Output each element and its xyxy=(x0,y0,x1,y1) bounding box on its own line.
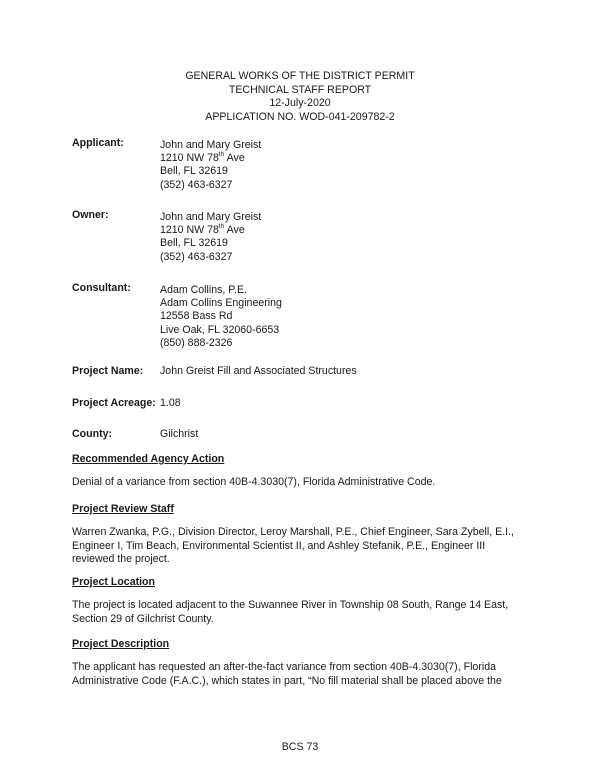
owner-city: Bell, FL 32619 xyxy=(160,237,228,250)
page-footer: BCS 73 xyxy=(281,741,319,753)
owner-label: Owner: xyxy=(72,209,109,221)
review-staff-line-3: reviewed the project. xyxy=(72,553,170,565)
applicant-phone: (352) 463-6327 xyxy=(160,178,233,191)
owner-value xyxy=(160,211,530,264)
owner-street: 1210 NW 78th Ave xyxy=(160,223,245,237)
consultant-phone: (850) 888-2326 xyxy=(160,336,233,349)
project-name-value: John Greist Fill and Associated Structures xyxy=(160,365,357,377)
applicant-street: 1210 NW 78th Ave xyxy=(160,151,245,165)
review-staff-line-1: Warren Zwanka, P.G., Division Director, Leroy Marshall, P.E., Chief Engineer, Sara Zybell, E.I., xyxy=(72,526,514,538)
project-location-line-1: The project is located adjacent to the Suwannee River in Township 08 South, Range 14 East, xyxy=(72,599,509,611)
review-staff-section xyxy=(72,502,532,565)
owner-phone: (352) 463-6327 xyxy=(160,250,233,263)
consultant-company: Adam Collins Engineering xyxy=(160,297,282,310)
recommended-action-heading: Recommended Agency Action xyxy=(72,453,225,465)
applicant-name: John and Mary Greist xyxy=(160,139,262,151)
project-description-heading: Project Description xyxy=(72,638,170,650)
project-acreage-label: Project Acreage: xyxy=(72,397,156,409)
project-location-section xyxy=(72,575,532,625)
review-staff-line-2: Engineer I, Tim Beach, Environmental Scientist II, and Ashley Stefanik, P.E., Engineer III xyxy=(72,539,486,552)
project-description-line-1: The applicant has requested an after-the-fact variance from section 40B-4.3030(7), Florida xyxy=(72,661,496,673)
owner-name: John and Mary Greist xyxy=(160,211,262,223)
applicant-label: Applicant: xyxy=(72,137,124,149)
project-acreage-value: 1.08 xyxy=(160,397,181,409)
county-value: Gilchrist xyxy=(160,428,199,440)
consultant-name: Adam Collins, P.E. xyxy=(160,284,247,296)
project-name-label: Project Name: xyxy=(72,365,144,377)
report-date: 12-July-2020 xyxy=(269,97,331,109)
applicant-value xyxy=(160,139,530,192)
consultant-city: Live Oak, FL 32060-6653 xyxy=(160,323,280,336)
project-location-heading: Project Location xyxy=(72,576,155,588)
applicant-city: Bell, FL 32619 xyxy=(160,165,228,178)
application-number: APPLICATION NO. WOD-041-209782-2 xyxy=(205,110,395,123)
county-label: County: xyxy=(72,428,113,440)
project-description-line-2: Administrative Code (F.A.C.), which states in part, “No fill material shall be placed above the xyxy=(72,674,502,687)
report-header xyxy=(0,70,600,124)
permit-title: GENERAL WORKS OF THE DISTRICT PERMIT xyxy=(185,70,415,82)
consultant-label: Consultant: xyxy=(72,282,131,294)
project-location-line-2: Section 29 of Gilchrist County. xyxy=(72,612,214,625)
recommended-action-section xyxy=(72,452,532,488)
project-description-section xyxy=(72,637,532,687)
consultant-value xyxy=(160,284,530,350)
consultant-street: 12558 Bass Rd xyxy=(160,310,233,323)
recommended-action-body: Denial of a variance from section 40B-4.3030(7), Florida Administrative Code. xyxy=(72,476,436,488)
review-staff-heading: Project Review Staff xyxy=(72,503,174,515)
report-title: TECHNICAL STAFF REPORT xyxy=(228,83,372,96)
